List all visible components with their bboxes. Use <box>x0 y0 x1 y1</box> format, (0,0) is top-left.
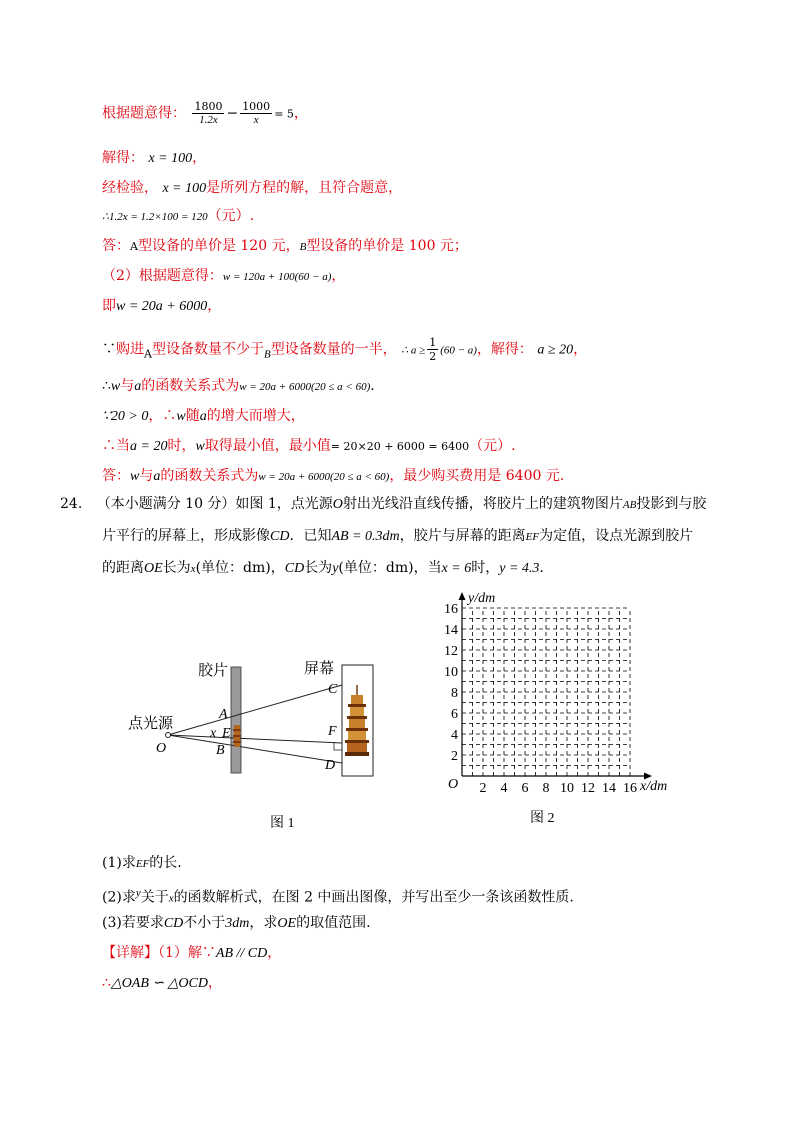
subquestion-1 <box>102 853 182 874</box>
equation-line: 根据题意得： $\frac{1800}{1.2x}$ − $\frac{1000}{x}$ = 5， <box>102 100 308 126</box>
denominator: 1.2x <box>199 114 218 126</box>
check-expr: x = 100 <box>162 181 207 196</box>
var-y: y <box>135 887 141 899</box>
part2-line <box>102 266 345 287</box>
min-text2: 取得最小值，最小值 <box>204 438 331 454</box>
equation-label: 根据题意得： <box>102 105 186 122</box>
answer1-line <box>102 236 468 257</box>
problem-text: 片平行的屏幕上，形成影像 <box>102 528 270 544</box>
ji-expr: w = 20a + 6000 <box>116 299 208 314</box>
problem-text: (单位：dm)，当 <box>338 560 442 576</box>
x-tick-label: 6 <box>521 781 529 796</box>
label-a: A <box>219 707 228 722</box>
question-text: 的函数解析式，在图 2 中画出图像，并写出至少一条该函数性质. <box>173 889 574 906</box>
x-tick-label: 10 <box>560 781 574 796</box>
y-tick-label: 14 <box>444 623 458 638</box>
answer-text-a: 型设备的单价是 120 元， <box>137 238 300 254</box>
therefore-symbol: ∴ <box>102 378 111 394</box>
x-tick-label: 8 <box>542 781 550 796</box>
problem-text: (单位：dm)， <box>195 560 285 576</box>
problem-text: 时， <box>471 560 500 576</box>
problem-text: 投影到与胶 <box>636 496 707 512</box>
because-text-b: 型设备数量不少于 <box>151 341 264 358</box>
comma: ， <box>192 150 207 166</box>
y-axis-label: y/dm <box>468 591 496 606</box>
x-axis-label: x/dm <box>640 779 668 794</box>
figure-1 <box>120 655 390 840</box>
final-text-b: 与 <box>139 468 154 484</box>
label-c: C <box>328 682 338 697</box>
ji-label: 即 <box>102 298 116 314</box>
because-text-c: 型设备数量的一半， <box>270 341 397 358</box>
detail-expr: △OAB ∽ △OCD <box>110 976 208 991</box>
y-tick-label: 10 <box>444 665 458 680</box>
film-pagoda-image <box>233 725 241 747</box>
equation-tail: = 5 <box>274 107 294 121</box>
var-oe: OE <box>144 561 163 576</box>
question-text: 的取值范围. <box>296 915 371 931</box>
var-ab: AB <box>622 499 637 511</box>
problem-text: （本小题满分 10 分）如图 1，点光源 <box>96 496 333 512</box>
detail-line-2 <box>102 973 222 994</box>
var-x: x <box>168 892 174 905</box>
comma: ， <box>573 341 588 358</box>
label-o: O <box>156 741 167 756</box>
problem-text: 的距离 <box>102 560 144 576</box>
denominator: 2 <box>429 350 437 363</box>
var-w: w <box>110 379 121 394</box>
comma: ， <box>293 105 308 122</box>
var-a: a <box>134 379 142 394</box>
ineq-post: (60 − a) <box>440 344 477 357</box>
because-text-a: 购进 <box>116 341 144 358</box>
because-line <box>102 336 587 364</box>
answer-label: 答： <box>102 468 130 484</box>
func-text: 的函数关系式为 <box>141 378 240 394</box>
film-label: 胶片 <box>198 663 229 679</box>
var-cd: CD <box>284 561 305 576</box>
problem-text: ，胶片与屏幕的距离 <box>399 528 526 544</box>
numerator: 1 <box>429 336 437 349</box>
x-tick-label: 14 <box>602 781 616 796</box>
problem-text: 长为 <box>304 560 333 576</box>
inc-text2: 随 <box>185 408 200 424</box>
var-w: w <box>195 439 205 454</box>
var-oe: OE <box>277 916 297 931</box>
problem-text: ．已知 <box>289 528 332 544</box>
figure-2 <box>420 588 680 838</box>
y-tick-label: 6 <box>451 707 458 722</box>
fraction-1800 <box>192 100 224 127</box>
solve-line <box>102 148 206 169</box>
func-expr: w = 20a + 6000(20 ≤ a < 60) <box>239 381 371 393</box>
numerator: 1800 <box>194 100 223 113</box>
x-tick-label: 12 <box>581 781 595 796</box>
screen-label: 屏幕 <box>304 661 335 677</box>
detail-tag: 【详解】 <box>102 945 158 961</box>
question-text: 关于 <box>140 889 169 906</box>
period: . <box>370 378 375 394</box>
question-text: 的长. <box>149 855 182 871</box>
func-line <box>102 376 375 397</box>
increase-line <box>102 406 305 427</box>
y-axis-arrow <box>459 592 466 600</box>
therefore-symbol: ∴ <box>102 975 111 991</box>
question-text: (3)若要求 <box>102 915 164 931</box>
x-tick-label: 16 <box>623 781 637 796</box>
point-o <box>166 733 171 738</box>
question-text: (1)求 <box>102 855 136 871</box>
var-y: y <box>332 561 339 576</box>
check-text: 是所列方程的解，且符合题意， <box>206 180 403 196</box>
label-b: B <box>216 743 225 758</box>
var-o: O <box>332 497 343 512</box>
calc-line <box>102 206 254 227</box>
subquestion-3 <box>102 913 371 934</box>
ray-oc <box>168 685 342 735</box>
problem-text: 射出光线沿直线传播，将胶片上的建筑物图片 <box>342 496 623 512</box>
solve-expr: x = 100 <box>148 151 193 166</box>
answer-label: 答： <box>102 238 130 254</box>
question-text: (2)求 <box>102 889 136 906</box>
x-tick-label: 4 <box>500 781 508 796</box>
origin-label: O <box>448 777 459 792</box>
ji-line <box>102 296 221 317</box>
problem-text: 长为 <box>162 560 191 576</box>
ineq-result: a ≥ 20 <box>537 342 574 358</box>
detail-text: （1）解∵ <box>158 945 216 961</box>
type-b: B <box>263 348 271 361</box>
numerator: 1000 <box>242 100 271 113</box>
inc-text3: 的增大而增大， <box>206 408 305 424</box>
comma: ， <box>331 268 346 284</box>
type-b: B <box>299 241 307 253</box>
var-w: w <box>130 469 140 484</box>
type-a: A <box>144 347 152 361</box>
check-label: 经检验， <box>102 180 158 196</box>
y-tick-label: 2 <box>451 749 458 764</box>
var-a: a <box>199 409 207 424</box>
comma: ， <box>267 945 282 961</box>
question-text: 不小于 <box>183 915 226 931</box>
var-ef: EF <box>135 858 150 870</box>
comma: ， <box>207 298 222 314</box>
var-ef: EF <box>525 531 540 543</box>
var-x: x <box>190 563 196 575</box>
solve-label: 解得： <box>102 150 144 166</box>
final-text-c: 的函数关系式为 <box>160 468 259 484</box>
detail-line-1 <box>102 943 281 964</box>
y-tick-label: 4 <box>451 728 458 743</box>
given-expr: AB = 0.3dm <box>331 529 400 544</box>
func-mid: 与 <box>120 378 135 394</box>
fraction-1000 <box>240 100 272 127</box>
min-calc: = 20×20 + 6000 = 6400 <box>330 440 470 453</box>
label-e: E <box>222 726 231 741</box>
x-tick-label: 2 <box>479 781 487 796</box>
film-plate <box>231 667 241 773</box>
value-3dm: 3dm <box>225 916 250 931</box>
ineq-pre: ∴ a ≥ <box>401 344 426 357</box>
type-a: A <box>130 240 138 253</box>
label-f: F <box>328 724 337 739</box>
ineq-solve: ，解得： <box>476 341 533 358</box>
final-expr: w = 20a + 6000(20 ≤ a < 60) <box>258 471 390 483</box>
comma: ， <box>207 975 222 991</box>
y-tick-label: 16 <box>444 602 458 617</box>
var-w: w <box>176 409 186 424</box>
detail-expr: AB // CD <box>215 946 268 961</box>
var-cd: CD <box>270 529 290 544</box>
label-x: x <box>210 726 217 741</box>
part2-label: （2）根据题意得： <box>102 268 223 284</box>
grid <box>462 608 630 776</box>
source-label: 点光源 <box>128 716 174 732</box>
y-tick-label: 12 <box>444 644 458 659</box>
x-value: x = 6 <box>441 561 472 576</box>
inc-text1: ，∴ <box>148 408 177 424</box>
figure1-caption: 图 1 <box>270 816 295 831</box>
y-value: y = 4.3 <box>499 561 540 576</box>
min-pre: ∴当 <box>102 438 130 454</box>
fraction-half <box>427 336 438 363</box>
answer-text-b: 型设备的单价是 100 元； <box>306 238 468 254</box>
var-cd: CD <box>163 916 184 931</box>
because-symbol: ∵ <box>102 341 116 358</box>
final-text-d: ，最少购买费用是 6400 元. <box>389 468 565 484</box>
minimum-line <box>102 436 516 457</box>
inc-expr: ∵20 > 0 <box>102 409 149 424</box>
y-tick-label: 8 <box>451 686 458 701</box>
calc-unit: （元）. <box>207 208 255 224</box>
label-d: D <box>325 758 336 773</box>
final-answer-line <box>102 466 564 487</box>
question-text: ，求 <box>249 915 278 931</box>
min-unit: （元）. <box>469 438 516 454</box>
calc-expr: ∴1.2x = 1.2×100 = 120 <box>102 211 208 223</box>
min-text1: 时， <box>167 438 196 454</box>
figure2-caption: 图 2 <box>530 811 555 826</box>
problem24-line3 <box>102 558 544 579</box>
problem-number: 24. <box>60 496 83 512</box>
part2-expr: w = 120a + 100(60 − a) <box>222 271 332 283</box>
subquestion-2 <box>102 883 574 909</box>
min-expr: a = 20 <box>130 439 168 454</box>
denominator: x <box>253 114 259 126</box>
var-a: a <box>153 469 161 484</box>
check-line <box>102 178 402 199</box>
problem-text: 为定值，设点光源到胶片 <box>539 528 694 544</box>
tick-labels <box>444 602 637 796</box>
period: . <box>539 560 544 576</box>
problem24-line1 <box>60 494 706 515</box>
problem24-line2 <box>102 526 693 547</box>
